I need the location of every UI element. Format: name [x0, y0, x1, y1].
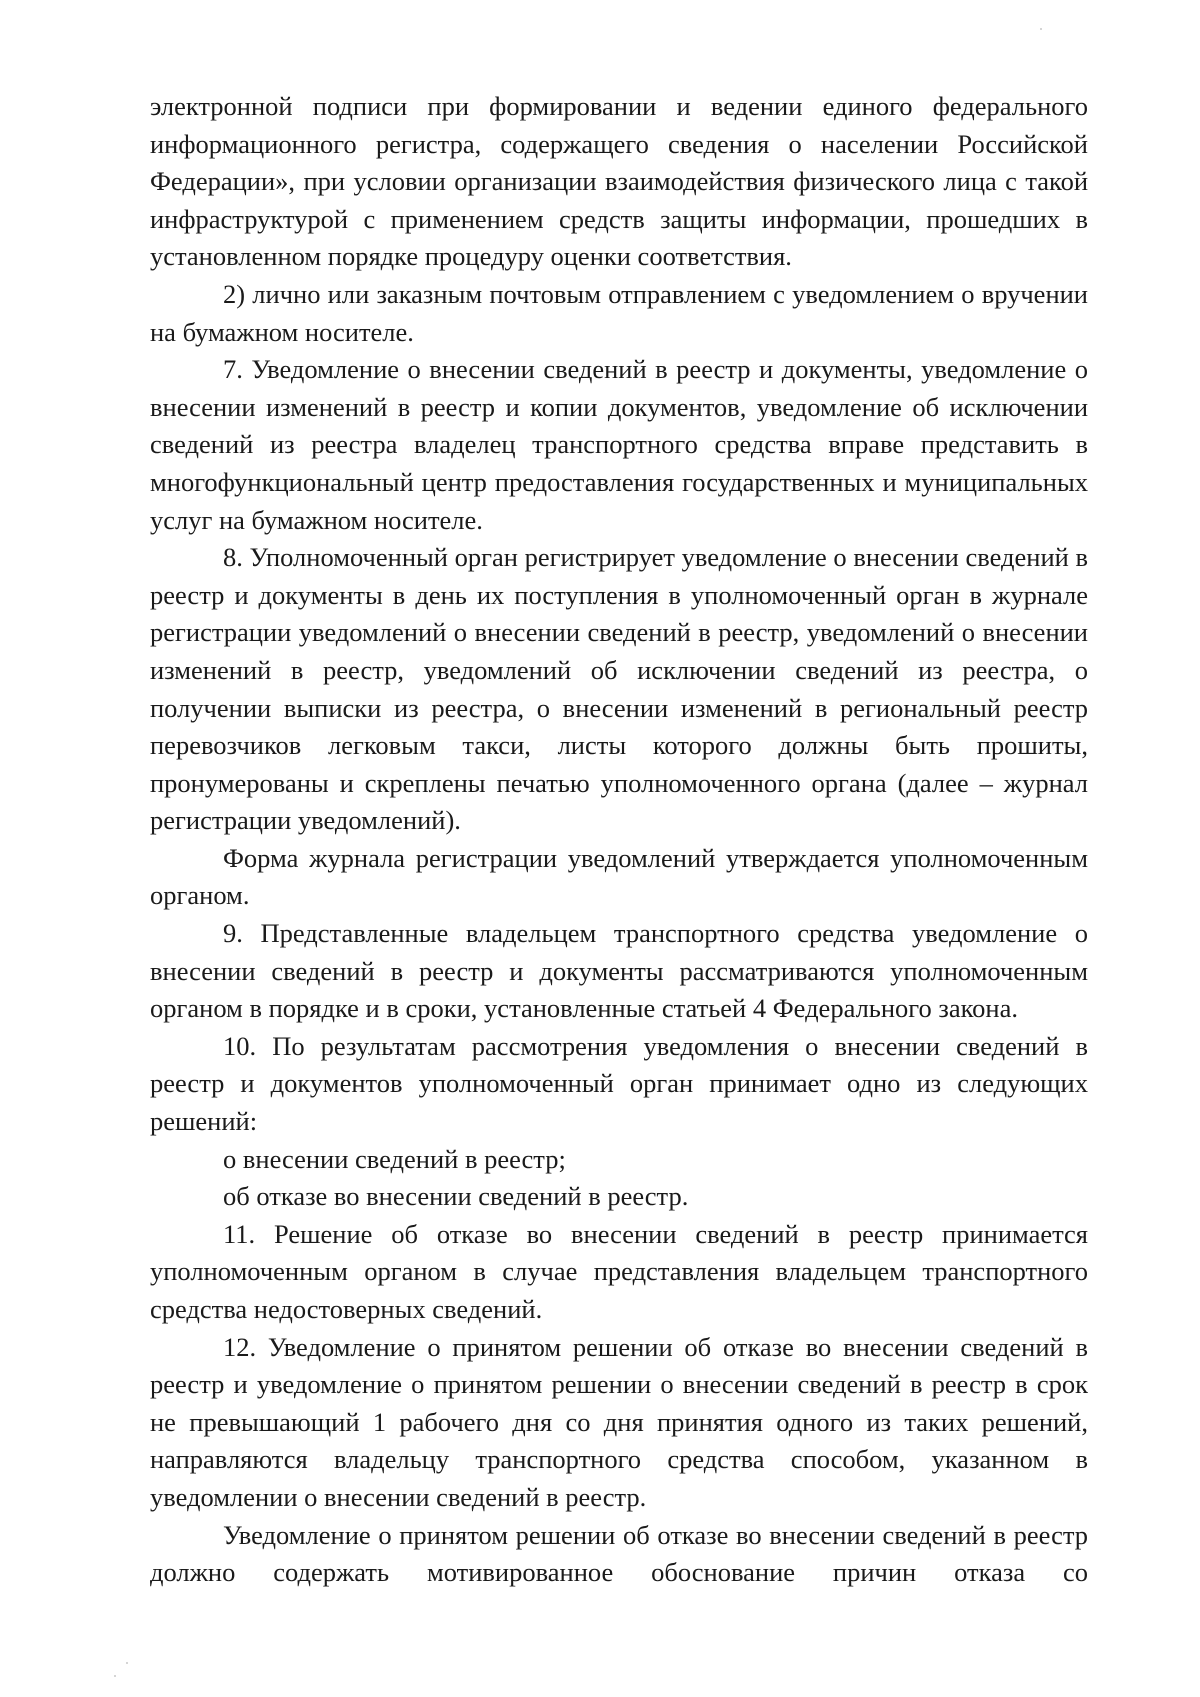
- scan-speck: [1040, 28, 1042, 30]
- paragraph-clause-9: 9. Представленные владельцем транспортного средства уведомление о внесении сведений в реестр и документы рассматриваются уполномоченным органом в порядке и в сроки, установленные статьей 4 Федерального закона.: [150, 918, 1088, 1024]
- paragraph-item-2: 2) лично или заказным почтовым отправлением с уведомлением о вручении на бумажном носителе.: [150, 278, 1088, 347]
- paragraph-decision-include: о внесении сведений в реестр;: [223, 1143, 566, 1174]
- scan-speck: [114, 1675, 116, 1677]
- paragraph-clause-11: 11. Решение об отказе во внесении сведений в реестр принимается уполномоченным органом в случае представления владельцем транспортного средства недостоверных сведений.: [150, 1218, 1088, 1324]
- document-page: [150, 88, 1088, 1592]
- paragraph-decision-refuse: об отказе во внесении сведений в реестр.: [223, 1181, 689, 1212]
- paragraph-refusal-notice: Уведомление о принятом решении об отказе во внесении сведений в реестр должно содержать мотивированное обоснование причин отказа со: [150, 1519, 1088, 1588]
- paragraph-clause-12: 12. Уведомление о принятом решении об отказе во внесении сведений в реестр и уведомление о принятом решении о внесении сведений в реестр в срок не превышающий 1 рабочего дня со дня принятия одного из таких решений, направляются владельцу транспортного средства способом, указанном в уведомлении о внесении сведений в реестр.: [150, 1331, 1088, 1512]
- scan-speck: [126, 1662, 128, 1664]
- paragraph-clause-8: 8. Уполномоченный орган регистрирует уведомление о внесении сведений в реестр и документы в день их поступления в уполномоченный орган в журнале регистрации уведомлений о внесении сведений в реестр, уведомлений о внесении изменений в реестр, уведомлений об исключении сведений из реестра, о получении выписки из реестра, о внесении изменений в региональный реестр перевозчиков легковым такси, листы которого должны быть прошиты, пронумерованы и скреплены печатью уполномоченного органа (далее – журнал регистрации уведомлений).: [150, 542, 1088, 836]
- paragraph-continuation: электронной подписи при формировании и ведении единого федерального информационного регистра, содержащего сведения о населении Российской Федерации», при условии организации взаимодействия физического лица с такой инфраструктурой с применением средств защиты информации, прошедших в установленном порядке процедуру оценки соответствия.: [150, 91, 1088, 272]
- paragraph-journal-form: Форма журнала регистрации уведомлений утверждается уполномоченным органом.: [150, 842, 1088, 911]
- paragraph-clause-10: 10. По результатам рассмотрения уведомления о внесении сведений в реестр и документов уполномоченный орган принимает одно из следующих решений:: [150, 1030, 1088, 1137]
- paragraph-clause-7: 7. Уведомление о внесении сведений в реестр и документы, уведомление о внесении изменений в реестр и копии документов, уведомление об исключении сведений из реестра владелец транспортного средства вправе представить в многофункциональный центр предоставления государственных и муниципальных услуг на бумажном носителе.: [150, 354, 1088, 535]
